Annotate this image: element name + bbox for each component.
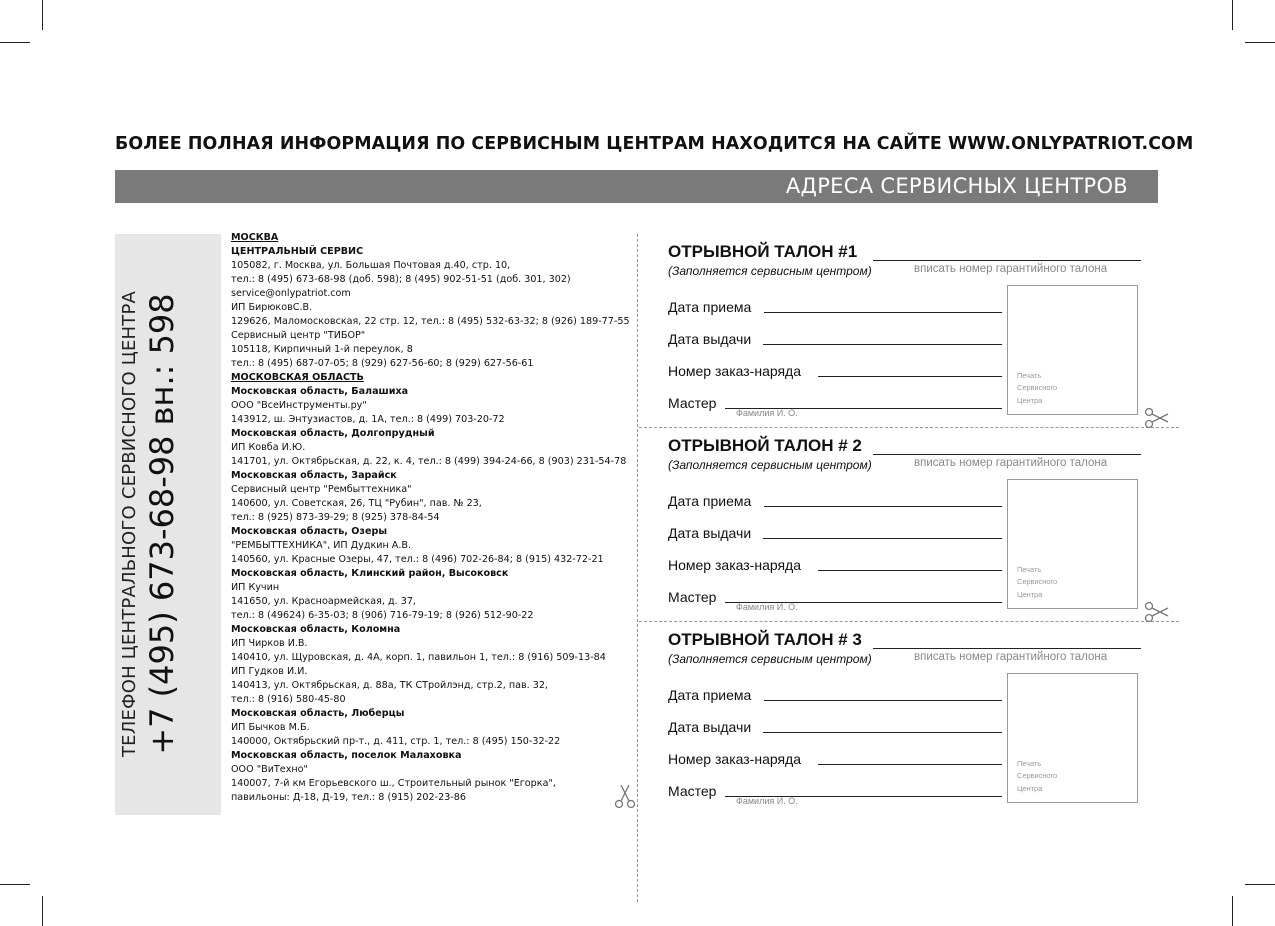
field-label: Мастер: [668, 395, 717, 411]
phone-panel: [115, 234, 221, 815]
stamp-text-line: Сервисного: [1017, 383, 1058, 393]
location-heading: ЦЕНТРАЛЬНЫЙ СЕРВИС: [231, 246, 364, 257]
service-center-list: [231, 231, 630, 805]
region-heading: МОСКВА: [231, 232, 279, 243]
address-line: ИП Гудков И.И.: [231, 666, 308, 677]
stamp-text-line: Центра: [1017, 589, 1043, 599]
coupon-hint: вписать номер гарантийного талона: [914, 457, 1108, 469]
stamp-label: [1017, 370, 1077, 407]
field-label: Мастер: [668, 783, 717, 799]
stamp-text-line: Печать: [1017, 759, 1042, 769]
coupon-hint: вписать номер гарантийного талона: [914, 263, 1108, 275]
coupon-title: ОТРЫВНОЙ ТАЛОН #1: [668, 242, 858, 261]
section-banner: [115, 170, 1158, 203]
location-heading: Московская область, Люберцы: [231, 708, 405, 719]
address-line: павильоны: Д-18, Д-19, тел.: 8 (915) 202-23-86: [231, 792, 466, 803]
crop-mark: [1245, 884, 1275, 885]
stamp-label: [1017, 564, 1077, 601]
address-line: ООО "ВсеИнструменты.ру": [231, 400, 367, 411]
stamp-text-line: Сервисного: [1017, 771, 1058, 781]
coupon-hint: вписать номер гарантийного талона: [914, 651, 1108, 663]
stamp-text-line: Печать: [1017, 371, 1042, 381]
address-line: ИП Ковба И.Ю.: [231, 442, 306, 453]
location-heading: Московская область, Зарайск: [231, 470, 397, 481]
address-line: service@onlypatriot.com: [231, 288, 351, 299]
coupon-number-field[interactable]: [873, 648, 1141, 649]
phone-label: ТЕЛЕФОН ЦЕНТРАЛЬНОГО СЕРВИСНОГО ЦЕНТРА: [119, 290, 140, 758]
address-line: "РЕМБЫТТЕХНИКА", ИП Дудкин А.В.: [231, 540, 412, 551]
location-heading: Московская область, Балашиха: [231, 386, 409, 397]
field-hint-fio: Фамилия И. О.: [736, 602, 798, 612]
field-label: Номер заказ-наряда: [668, 557, 802, 573]
address-line: 129626, Маломосковская, 22 стр. 12, тел.: 8 (495) 532-63-32; 8 (926) 189-77-55: [231, 316, 630, 327]
address-line: ИП Бычков М.Б.: [231, 722, 310, 733]
address-line: 143912, ш. Энтузиастов, д. 1А, тел.: 8 (499) 703-20-72: [231, 414, 505, 425]
address-line: ИП Чирков И.В.: [231, 638, 308, 649]
address-line: тел.: 8 (49624) 6-35-03; 8 (906) 716-79-19; 8 (926) 512-90-22: [231, 610, 534, 621]
field-label: Дата приема: [668, 687, 752, 703]
banner-title: АДРЕСА СЕРВИСНЫХ ЦЕНТРОВ: [785, 174, 1128, 198]
crop-mark: [42, 896, 43, 926]
crop-mark: [1232, 0, 1233, 30]
field-line[interactable]: [818, 764, 1002, 765]
address-line: 141650, ул. Красноармейская, д. 37,: [231, 596, 416, 607]
field-line[interactable]: [764, 312, 1002, 313]
address-line: тел.: 8 (916) 580-45-80: [231, 694, 346, 705]
address-line: 105082, г. Москва, ул. Большая Почтовая д.40, стр. 10,: [231, 260, 511, 271]
address-line: ООО "ВиТехно": [231, 764, 308, 775]
field-hint-fio: Фамилия И. О.: [736, 408, 798, 418]
field-label: Дата выдачи: [668, 331, 752, 347]
stamp-text-line: Центра: [1017, 395, 1043, 405]
field-label: Номер заказ-наряда: [668, 751, 802, 767]
stamp-label: [1017, 758, 1077, 795]
field-label: Мастер: [668, 589, 717, 605]
address-line: 140560, ул. Красные Озеры, 47, тел.: 8 (496) 702-26-84; 8 (915) 432-72-21: [231, 554, 604, 565]
tear-off-coupon: [668, 242, 1143, 427]
address-line: тел.: 8 (495) 687-07-05; 8 (929) 627-56-60; 8 (929) 627-56-61: [231, 358, 534, 369]
crop-mark: [1245, 42, 1275, 43]
address-line: Сервисный центр "Рембыттехника": [231, 484, 412, 495]
address-line: Сервисный центр "ТИБОР": [231, 330, 366, 341]
address-line: 140410, ул. Щуровская, д. 4А, корп. 1, павильон 1, тел.: 8 (916) 509-13-84: [231, 652, 606, 663]
address-line: 140413, ул. Октябрьская, д. 88а, ТК СТройлэнд, стр.2, пав. 32,: [231, 680, 548, 691]
field-line[interactable]: [764, 700, 1002, 701]
coupon-title: ОТРЫВНОЙ ТАЛОН # 3: [668, 630, 862, 649]
page-headline: БОЛЕЕ ПОЛНАЯ ИНФОРМАЦИЯ ПО СЕРВИСНЫМ ЦЕНТРАМ НАХОДИТСЯ НА САЙТЕ WWW.ONLYPATRIOT.COM: [115, 134, 1194, 154]
stamp-box: [1007, 673, 1138, 803]
location-heading: Московская область, Озеры: [231, 526, 388, 537]
crop-mark: [0, 884, 30, 885]
field-line[interactable]: [763, 538, 1002, 539]
tear-off-coupon: [668, 436, 1143, 621]
crop-mark: [1232, 896, 1233, 926]
field-label: Дата приема: [668, 493, 752, 509]
scissors-icon: [1143, 599, 1169, 625]
cut-line-horizontal: [639, 427, 1179, 428]
field-line[interactable]: [763, 732, 1002, 733]
address-line: 105118, Кирпичный 1-й переулок, 8: [231, 344, 413, 355]
coupon-title: ОТРЫВНОЙ ТАЛОН # 2: [668, 436, 862, 455]
field-label: Дата выдачи: [668, 719, 752, 735]
field-hint-fio: Фамилия И. О.: [736, 796, 798, 806]
scissors-icon: [612, 784, 638, 810]
address-line: 141701, ул. Октябрьская, д. 22, к. 4, тел.: 8 (499) 394-24-66, 8 (903) 231-54-78: [231, 456, 627, 467]
field-line[interactable]: [764, 506, 1002, 507]
coupon-subtitle: (Заполняется сервисным центром): [668, 458, 872, 472]
location-heading: Московская область, Клинский район, Высоковск: [231, 568, 509, 579]
address-line: 140000, Октябрьский пр-т., д. 411, стр. 1, тел.: 8 (495) 150-32-22: [231, 736, 561, 747]
stamp-text-line: Сервисного: [1017, 577, 1058, 587]
field-line[interactable]: [818, 376, 1002, 377]
scissors-icon: [1143, 405, 1169, 431]
stamp-text-line: Центра: [1017, 783, 1043, 793]
phone-block: [118, 244, 218, 804]
coupon-number-field[interactable]: [873, 454, 1141, 455]
field-label: Дата приема: [668, 299, 752, 315]
address-line: 140007, 7-й км Егорьевского ш., Строительный рынок "Егорка",: [231, 778, 556, 789]
location-heading: Московская область, Коломна: [231, 624, 401, 635]
cut-line-horizontal: [639, 621, 1179, 622]
field-line[interactable]: [818, 570, 1002, 571]
coupon-subtitle: (Заполняется сервисным центром): [668, 652, 872, 666]
tear-off-coupon: [668, 630, 1143, 815]
location-heading: Московская область, Долгопрудный: [231, 428, 435, 439]
field-label: Номер заказ-наряда: [668, 363, 802, 379]
stamp-text-line: Печать: [1017, 565, 1042, 575]
field-label: Дата выдачи: [668, 525, 752, 541]
coupon-number-field[interactable]: [873, 260, 1141, 261]
address-line: 140600, ул. Советская, 26, ТЦ "Рубин", пав. № 23,: [231, 498, 482, 509]
coupon-subtitle: (Заполняется сервисным центром): [668, 264, 872, 278]
crop-mark: [0, 42, 30, 43]
field-line[interactable]: [763, 344, 1002, 345]
location-heading: Московская область, поселок Малаховка: [231, 750, 462, 761]
crop-mark: [42, 0, 43, 30]
phone-number: +7 (495) 673-68-98 вн.: 598: [143, 293, 181, 755]
stamp-box: [1007, 285, 1138, 415]
address-line: тел.: 8 (925) 873-39-29; 8 (925) 378-84-54: [231, 512, 440, 523]
address-line: ИП Кучин: [231, 582, 280, 593]
stamp-box: [1007, 479, 1138, 609]
address-line: тел.: 8 (495) 673-68-98 (доб. 598); 8 (495) 902-51-51 (доб. 301, 302): [231, 274, 571, 285]
region-heading: МОСКОВСКАЯ ОБЛАСТЬ: [231, 372, 364, 383]
address-line: ИП БирюковС.В.: [231, 302, 313, 313]
